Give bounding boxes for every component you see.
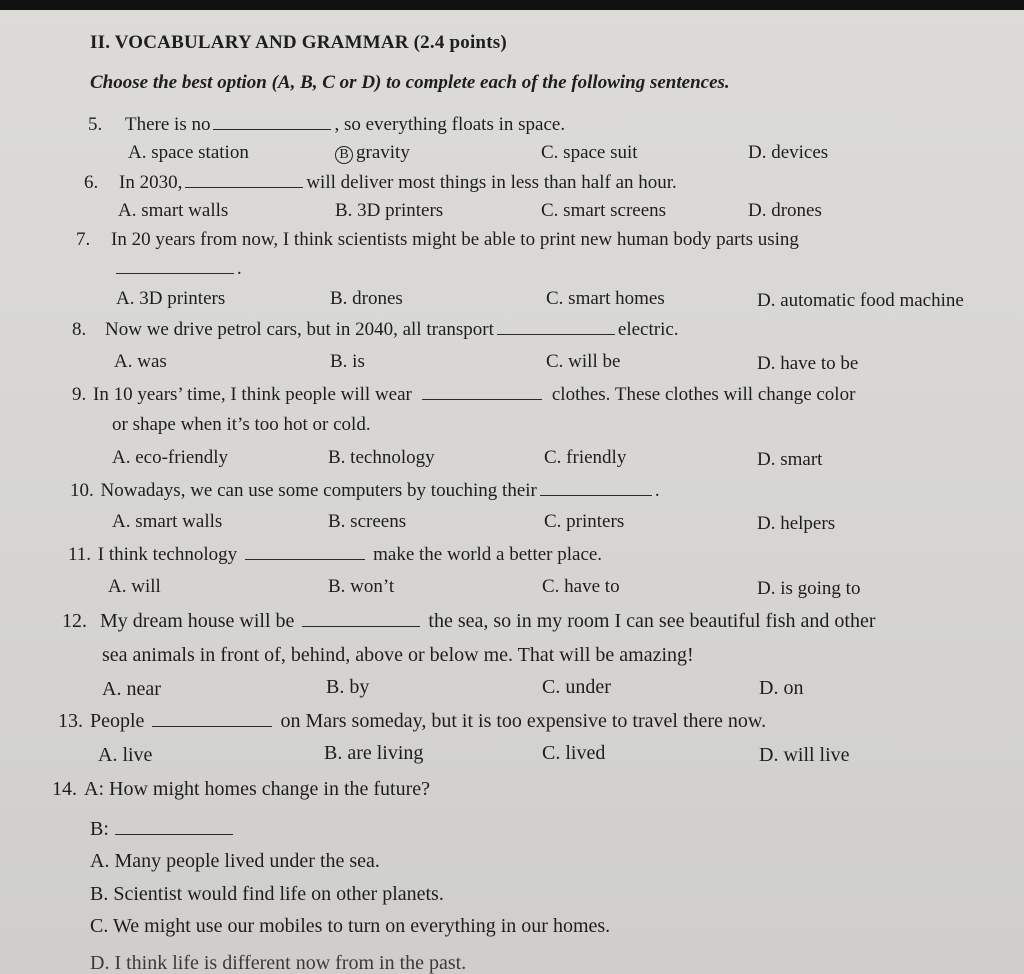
question-5 (88, 113, 565, 136)
question-6 (84, 171, 677, 194)
option-d: D. devices (748, 142, 829, 163)
top-edge (0, 0, 1024, 10)
question-text: In 2030, (119, 172, 183, 193)
question-text: In 10 years’ time, I think people will wear (93, 384, 412, 405)
option-b: B. won’t (328, 576, 395, 597)
option-b: B. is (330, 351, 365, 372)
question-text: My dream house will be (100, 610, 295, 632)
option-a: A. near (102, 678, 161, 700)
option-c: C. printers (544, 511, 625, 532)
option-b (335, 142, 410, 164)
question-number: 5. (88, 114, 103, 135)
option-c: C. smart homes (546, 288, 665, 309)
question-13 (58, 710, 766, 733)
option-a: A. smart walls (112, 511, 223, 532)
option-c: C. have to (542, 576, 620, 597)
question-8 (72, 318, 679, 341)
instructions: Choose the best option (A, B, C or D) to complete each of the following sentences. (90, 72, 730, 93)
question-text: , so everything floats in space. (334, 114, 566, 135)
option-a: A. smart walls (118, 200, 229, 221)
option-c: C. space suit (541, 142, 638, 163)
speaker-b-label: B: (90, 818, 109, 840)
question-text: . (654, 480, 660, 501)
option-b: B. Scientist would find life on other planets. (90, 883, 444, 905)
question-text: clothes. These clothes will change color (551, 384, 856, 405)
section-title: II. VOCABULARY AND GRAMMAR (2.4 points) (90, 32, 507, 53)
answer-blank (245, 543, 365, 560)
option-c: C. will be (546, 351, 621, 372)
option-b: B. are living (324, 742, 424, 764)
option-a: A. will (108, 576, 161, 597)
answer-blank (116, 257, 234, 274)
question-9 (72, 383, 855, 406)
question-text: People (90, 710, 145, 732)
question-text: will deliver most things in less than half an hour. (306, 172, 677, 193)
question-text: make the world a better place. (373, 544, 603, 565)
question-text: Now we drive petrol cars, but in 2040, all transport (105, 319, 494, 340)
option-a: A. Many people lived under the sea. (90, 850, 380, 872)
option-a: A. live (98, 744, 153, 766)
option-b-text: gravity (356, 142, 410, 163)
option-d: D. smart (757, 449, 823, 470)
option-d: D. will live (759, 744, 850, 766)
option-c: C. lived (542, 742, 606, 764)
option-a: A. 3D printers (116, 288, 226, 309)
question-text: electric. (617, 319, 679, 340)
question-number: 12. (62, 610, 87, 632)
question-7 (76, 229, 799, 251)
question-text: A: How might homes change in the future? (84, 778, 431, 800)
question-text: Nowadays, we can use some computers by touching their (100, 480, 537, 501)
option-b: B. drones (330, 288, 403, 309)
option-d: D. have to be (757, 353, 859, 374)
option-b: B. technology (328, 447, 435, 468)
question-number: 10. (70, 480, 94, 501)
question-12-line-2: sea animals in front of, behind, above or below me. That will be amazing! (102, 644, 694, 666)
circled-answer-mark: B (335, 146, 353, 164)
question-number: 6. (84, 172, 99, 193)
question-number: 8. (72, 319, 87, 340)
question-text: In 20 years from now, I think scientists might be able to print new human body parts using (111, 229, 799, 250)
option-a: A. eco-friendly (112, 447, 229, 468)
question-12 (62, 610, 876, 633)
option-b: B. by (326, 676, 370, 698)
option-d: D. on (759, 677, 804, 699)
answer-blank (115, 818, 233, 835)
option-d: D. helpers (757, 513, 836, 534)
question-11 (68, 543, 602, 566)
option-a: A. space station (128, 142, 249, 163)
option-c: C. friendly (544, 447, 627, 468)
answer-blank (185, 171, 303, 188)
answer-blank (152, 710, 272, 727)
option-b: B. 3D printers (335, 200, 444, 221)
option-c: C. under (542, 676, 611, 698)
question-14 (52, 778, 430, 801)
option-c: C. We might use our mobiles to turn on everything in our homes. (90, 915, 611, 937)
option-d: D. drones (748, 200, 822, 221)
answer-blank (540, 479, 652, 496)
option-a: A. was (114, 351, 167, 372)
question-number: 7. (76, 229, 91, 250)
question-number: 9. (72, 384, 87, 405)
question-text: . (237, 258, 242, 279)
option-d: D. I think life is different now from in the past. (90, 952, 467, 974)
question-text: on Mars someday, but it is too expensive to travel there now. (280, 710, 767, 732)
question-9-line-2: or shape when it’s too hot or cold. (112, 414, 371, 435)
question-7-blank-line (116, 257, 242, 280)
question-number: 14. (52, 778, 77, 800)
question-text: I think technology (97, 544, 238, 565)
question-10 (70, 479, 660, 502)
question-14-line-2 (90, 818, 236, 841)
option-d: D. is going to (757, 578, 861, 599)
option-d: D. automatic food machine (757, 290, 964, 311)
answer-blank (497, 318, 615, 335)
option-c: C. smart screens (541, 200, 667, 221)
answer-blank (302, 610, 420, 627)
question-number: 11. (68, 544, 92, 565)
answer-blank (422, 383, 542, 400)
answer-blank (213, 113, 331, 130)
option-b: B. screens (328, 511, 407, 532)
question-text: the sea, so in my room I can see beautiful fish and other (428, 610, 876, 632)
question-number: 13. (58, 710, 83, 732)
question-text: There is no (125, 114, 211, 135)
